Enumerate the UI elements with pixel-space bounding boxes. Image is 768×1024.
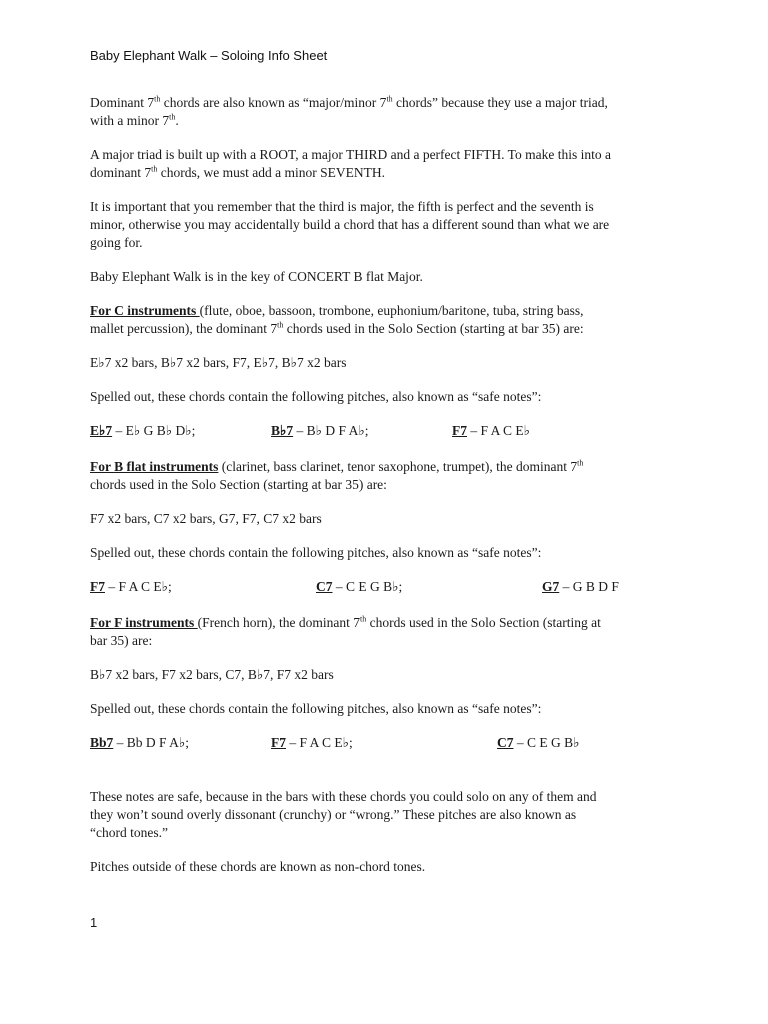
text-span: (French horn), the dominant 7 bbox=[197, 615, 360, 630]
chord-item bbox=[271, 422, 369, 440]
text-line: going for. bbox=[90, 235, 143, 250]
text-line: It is important that you remember that the third is major, the fifth is perfect and the seventh is bbox=[90, 199, 594, 214]
chord-item bbox=[90, 734, 189, 752]
c-spelled-out: Spelled out, these chords contain the following pitches, also known as “safe notes”: bbox=[90, 389, 542, 404]
f-chord-list bbox=[90, 734, 690, 752]
text-span: (flute, oboe, bassoon, trombone, euphonium/baritone, tuba, string bass, bbox=[199, 303, 584, 318]
text-span: chords, we must add a minor SEVENTH. bbox=[157, 165, 385, 180]
chord-name: B♭7 bbox=[271, 423, 294, 438]
text-span: chords” because they use a major triad, bbox=[392, 95, 608, 110]
chord-item bbox=[542, 578, 619, 596]
chord-notes: – B♭ D F A♭; bbox=[293, 423, 369, 438]
text-line: they won’t sound overly dissonant (crunchy) or “wrong.” These pitches are also known as bbox=[90, 807, 577, 822]
superscript: th bbox=[359, 614, 367, 624]
page-header: Baby Elephant Walk – Soloing Info Sheet bbox=[90, 48, 328, 63]
text-span: chords used in the Solo Section (starting at bbox=[366, 615, 601, 630]
chord-item bbox=[271, 734, 353, 752]
bflat-spelled-out: Spelled out, these chords contain the following pitches, also known as “safe notes”: bbox=[90, 545, 542, 560]
chord-notes: – G B D F bbox=[559, 579, 619, 594]
bflat-progression: F7 x2 bars, C7 x2 bars, G7, F7, C7 x2 bars bbox=[90, 511, 322, 526]
chord-name: C7 bbox=[497, 735, 514, 750]
c-instruments-intro bbox=[90, 302, 690, 338]
text-span: dominant 7 bbox=[90, 165, 152, 180]
text-span: (clarinet, bass clarinet, tenor saxophone, trumpet), the dominant 7 bbox=[218, 459, 578, 474]
text-line: minor, otherwise you may accidentally build a chord that has a different sound than what we are bbox=[90, 217, 610, 232]
bflat-instruments-intro bbox=[90, 458, 690, 494]
chord-name: F7 bbox=[271, 735, 286, 750]
chord-name: G7 bbox=[542, 579, 560, 594]
f-progression: B♭7 x2 bars, F7 x2 bars, C7, B♭7, F7 x2 bars bbox=[90, 667, 334, 682]
superscript: th bbox=[386, 94, 393, 104]
superscript: th bbox=[154, 94, 161, 104]
chord-item bbox=[452, 422, 530, 440]
f-instruments-intro bbox=[90, 614, 690, 650]
c-instruments-heading: For C instruments bbox=[90, 303, 200, 318]
text-line: bar 35) are: bbox=[90, 633, 153, 648]
bflat-instruments-heading: For B flat instruments bbox=[90, 459, 219, 474]
key-statement: Baby Elephant Walk is in the key of CONCERT B flat Major. bbox=[90, 269, 423, 284]
c-chord-list bbox=[90, 422, 690, 440]
page-number: 1 bbox=[90, 915, 98, 930]
chord-item bbox=[497, 734, 580, 752]
intro-paragraph-3 bbox=[90, 198, 690, 252]
chord-name: F7 bbox=[90, 579, 105, 594]
f-instruments-heading: For F instruments bbox=[90, 615, 198, 630]
chord-name: C7 bbox=[316, 579, 333, 594]
text-span: . bbox=[175, 113, 179, 128]
chord-item bbox=[90, 422, 195, 440]
chord-name: F7 bbox=[452, 423, 467, 438]
intro-paragraph-1 bbox=[90, 94, 690, 130]
text-line: “chord tones.” bbox=[90, 825, 168, 840]
chord-notes: – Bb D F A♭; bbox=[113, 735, 190, 750]
text-span: chords are also known as “major/minor 7 bbox=[160, 95, 387, 110]
chord-notes: – E♭ G B♭ D♭; bbox=[112, 423, 196, 438]
chord-name: Bb7 bbox=[90, 735, 114, 750]
text-span: with a minor 7 bbox=[90, 113, 170, 128]
bflat-chord-list bbox=[90, 578, 690, 596]
chord-notes: – F A C E♭ bbox=[467, 423, 531, 438]
superscript: th bbox=[169, 112, 176, 122]
text-span: mallet percussion), the dominant 7 bbox=[90, 321, 278, 336]
superscript: th bbox=[151, 164, 158, 174]
chord-notes: – F A C E♭; bbox=[105, 579, 172, 594]
text-line: A major triad is built up with a ROOT, a major THIRD and a perfect FIFTH. To make this into a bbox=[90, 147, 611, 162]
text-line: These notes are safe, because in the bars with these chords you could solo on any of them and bbox=[90, 789, 597, 804]
chord-name: E♭7 bbox=[90, 423, 113, 438]
text-span: chords used in the Solo Section (starting at bar 35) are: bbox=[283, 321, 584, 336]
closing-paragraph bbox=[90, 788, 690, 842]
chord-notes: – C E G B♭ bbox=[513, 735, 580, 750]
chord-notes: – C E G B♭; bbox=[332, 579, 403, 594]
f-spelled-out: Spelled out, these chords contain the following pitches, also known as “safe notes”: bbox=[90, 701, 542, 716]
c-progression: E♭7 x2 bars, B♭7 x2 bars, F7, E♭7, B♭7 x2 bars bbox=[90, 355, 347, 370]
document-body bbox=[90, 94, 690, 892]
non-chord-tones-paragraph: Pitches outside of these chords are known as non-chord tones. bbox=[90, 859, 426, 874]
text-line: chords used in the Solo Section (starting at bar 35) are: bbox=[90, 477, 387, 492]
chord-item bbox=[90, 578, 172, 596]
superscript: th bbox=[277, 320, 284, 330]
chord-item bbox=[316, 578, 402, 596]
text-span: Dominant 7 bbox=[90, 95, 155, 110]
intro-paragraph-2 bbox=[90, 146, 690, 182]
superscript: th bbox=[577, 458, 584, 468]
chord-notes: – F A C E♭; bbox=[286, 735, 353, 750]
